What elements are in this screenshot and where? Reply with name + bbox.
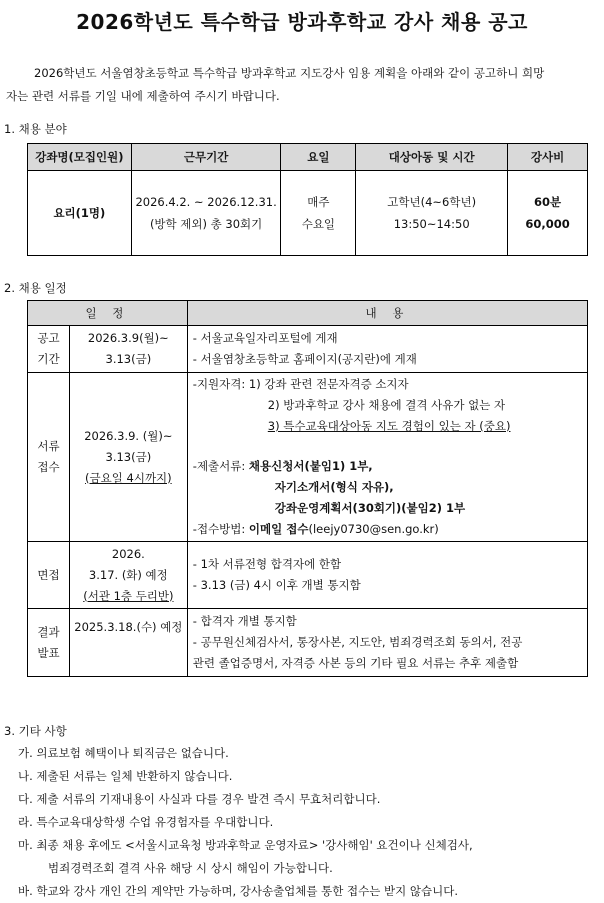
- submit-3: 강좌운영계획서(30회기)(붙임2) 1부: [274, 501, 466, 515]
- header-schedule: 일 정: [28, 301, 188, 326]
- docs-label-1: 서류: [37, 439, 60, 453]
- target-line-1: 고학년(4~6학년): [387, 195, 477, 209]
- docs-label-2: 접수: [37, 460, 60, 474]
- list-item: 다. 제출 서류의 기재내용이 사실과 다를 경우 발견 즉시 무효처리합니다.: [18, 792, 381, 806]
- result-content-2: - 공무원신체검사서, 통장사본, 지도안, 범죄경력조회 동의서, 전공: [192, 635, 523, 649]
- day-line-1: 매주: [307, 195, 330, 209]
- submit-1: 채용신청서(붙임1) 1부,: [248, 459, 373, 473]
- result-content-3: 관련 졸업증명서, 자격증 사본 등의 기타 필요 서류는 추후 제출함: [192, 656, 519, 670]
- docs-date-2: 3.13(금): [105, 449, 152, 464]
- header-fee: 강사비: [508, 144, 588, 171]
- docs-date-1: 2026.3.9. (월)~: [84, 428, 173, 443]
- day-cell: [281, 171, 356, 256]
- interview-content-2: - 3.13 (금) 4시 이후 개별 통지함: [192, 578, 361, 592]
- method-email: (leejy0730@sen.go.kr): [308, 522, 439, 536]
- interview-date-2: 3.17. (화) 예정: [88, 567, 168, 582]
- period-line-1: 2026.4.2. ~ 2026.12.31.: [135, 195, 277, 209]
- interview-date: [69, 542, 187, 609]
- table-row: [28, 326, 588, 373]
- course-cell: 요리(1명): [28, 171, 132, 256]
- list-item: 바. 학교와 강사 개인 간의 계약만 가능하며, 강사송출업체를 통한 접수는 받지 않습니다.: [18, 884, 458, 898]
- list-item: 마. 최종 채용 후에도 <서울시교육청 방과후학교 운영자료> '강사해임' 요건이나 신체검사,: [18, 838, 473, 852]
- result-label-1: 결과: [37, 624, 60, 639]
- header-period: 근무기간: [131, 144, 281, 171]
- qual-2: 2) 방과후학교 강사 채용에 결격 사유가 없는 자: [267, 398, 506, 412]
- table-row: [28, 171, 588, 256]
- interview-date-3: (서관 1층 두리반): [83, 588, 174, 603]
- fee-cell: [508, 171, 588, 256]
- docs-label: [28, 373, 70, 542]
- page-title: 2026학년도 특수학급 방과후학교 강사 채용 공고: [76, 10, 528, 34]
- header-course: 강좌명(모집인원): [28, 144, 132, 171]
- notice-label-2: 기간: [37, 352, 60, 366]
- interview-content-1: - 1차 서류전형 합격자에 한함: [192, 557, 342, 571]
- interview-date-1: 2026.: [111, 546, 145, 561]
- recruitment-field-table: [27, 143, 588, 256]
- result-label: [28, 609, 70, 677]
- docs-content: [187, 373, 587, 542]
- result-content: [187, 609, 587, 677]
- period-cell: [131, 171, 281, 256]
- section-1-heading: 1. 채용 분야: [4, 122, 67, 136]
- notice-date: [69, 326, 187, 373]
- table-row: [28, 609, 588, 677]
- method-bold: 이메일 접수: [248, 522, 309, 536]
- table-header-row: [28, 144, 588, 171]
- interview-content: [187, 542, 587, 609]
- header-target: 대상아동 및 시간: [356, 144, 508, 171]
- table-header-row: [28, 301, 588, 326]
- list-item-continuation: 범죄경력조회 결격 사유 해당 시 상시 해임이 가능합니다.: [48, 861, 333, 875]
- header-content: 내 용: [187, 301, 587, 326]
- notice-content: [187, 326, 587, 373]
- section-3: [4, 720, 600, 903]
- result-label-2: 발표: [37, 645, 60, 660]
- intro-line-1: 2026학년도 서울염창초등학교 특수학급 방과후학교 지도강사 임용 계획을 아래와 같이 공고하니 희망: [34, 66, 545, 80]
- docs-date: [69, 373, 187, 542]
- notice-label-1: 공고: [37, 331, 60, 345]
- schedule-table: [27, 300, 588, 677]
- intro-paragraph: [6, 62, 602, 108]
- result-content-1: - 합격자 개별 통지함: [192, 614, 297, 628]
- fee-line-1: 60분: [533, 195, 562, 209]
- table-row: [28, 542, 588, 609]
- section-2-heading: 2. 채용 일정: [4, 281, 67, 295]
- target-line-2: 13:50~14:50: [393, 217, 470, 231]
- qual-prefix: -지원자격:: [192, 377, 249, 391]
- method-prefix: -접수방법:: [192, 522, 249, 536]
- qual-1: 1) 강좌 관련 전문자격증 소지자: [248, 377, 409, 391]
- header-day: 요일: [281, 144, 356, 171]
- table-row: [28, 373, 588, 542]
- section-3-heading: 3. 기타 사항: [4, 724, 67, 738]
- notice-date-2: 3.13(금): [105, 352, 152, 366]
- notice-date-1: 2026.3.9(월)~: [87, 331, 169, 345]
- list-item: 가. 의료보험 혜택이나 퇴직금은 없습니다.: [18, 746, 229, 760]
- notice-content-2: - 서울염창초등학교 홈페이지(공지란)에 게재: [192, 352, 417, 366]
- list-item: 라. 특수교육대상학생 수업 유경험자를 우대합니다.: [18, 815, 274, 829]
- day-line-2: 수요일: [301, 217, 336, 231]
- notice-content-1: - 서울교육일자리포털에 게재: [192, 331, 338, 345]
- intro-line-2: 자는 관련 서류를 기일 내에 제출하여 주시기 바랍니다.: [6, 89, 280, 103]
- notice-label: [28, 326, 70, 373]
- target-cell: [356, 171, 508, 256]
- period-line-2: (방학 제외) 총 30회기: [149, 217, 263, 231]
- docs-date-3: (금요일 4시까지): [85, 470, 172, 485]
- qual-3: 3) 특수교육대상아동 지도 경험이 있는 자 (중요): [267, 419, 511, 433]
- submit-2: 자기소개서(형식 자유),: [274, 480, 394, 494]
- interview-label: 면접: [28, 542, 70, 609]
- fee-line-2: 60,000: [525, 217, 570, 231]
- submit-prefix: -제출서류:: [192, 459, 249, 473]
- list-item: 나. 제출된 서류는 일체 반환하지 않습니다.: [18, 769, 233, 783]
- result-date: 2025.3.18.(수) 예정: [69, 609, 187, 677]
